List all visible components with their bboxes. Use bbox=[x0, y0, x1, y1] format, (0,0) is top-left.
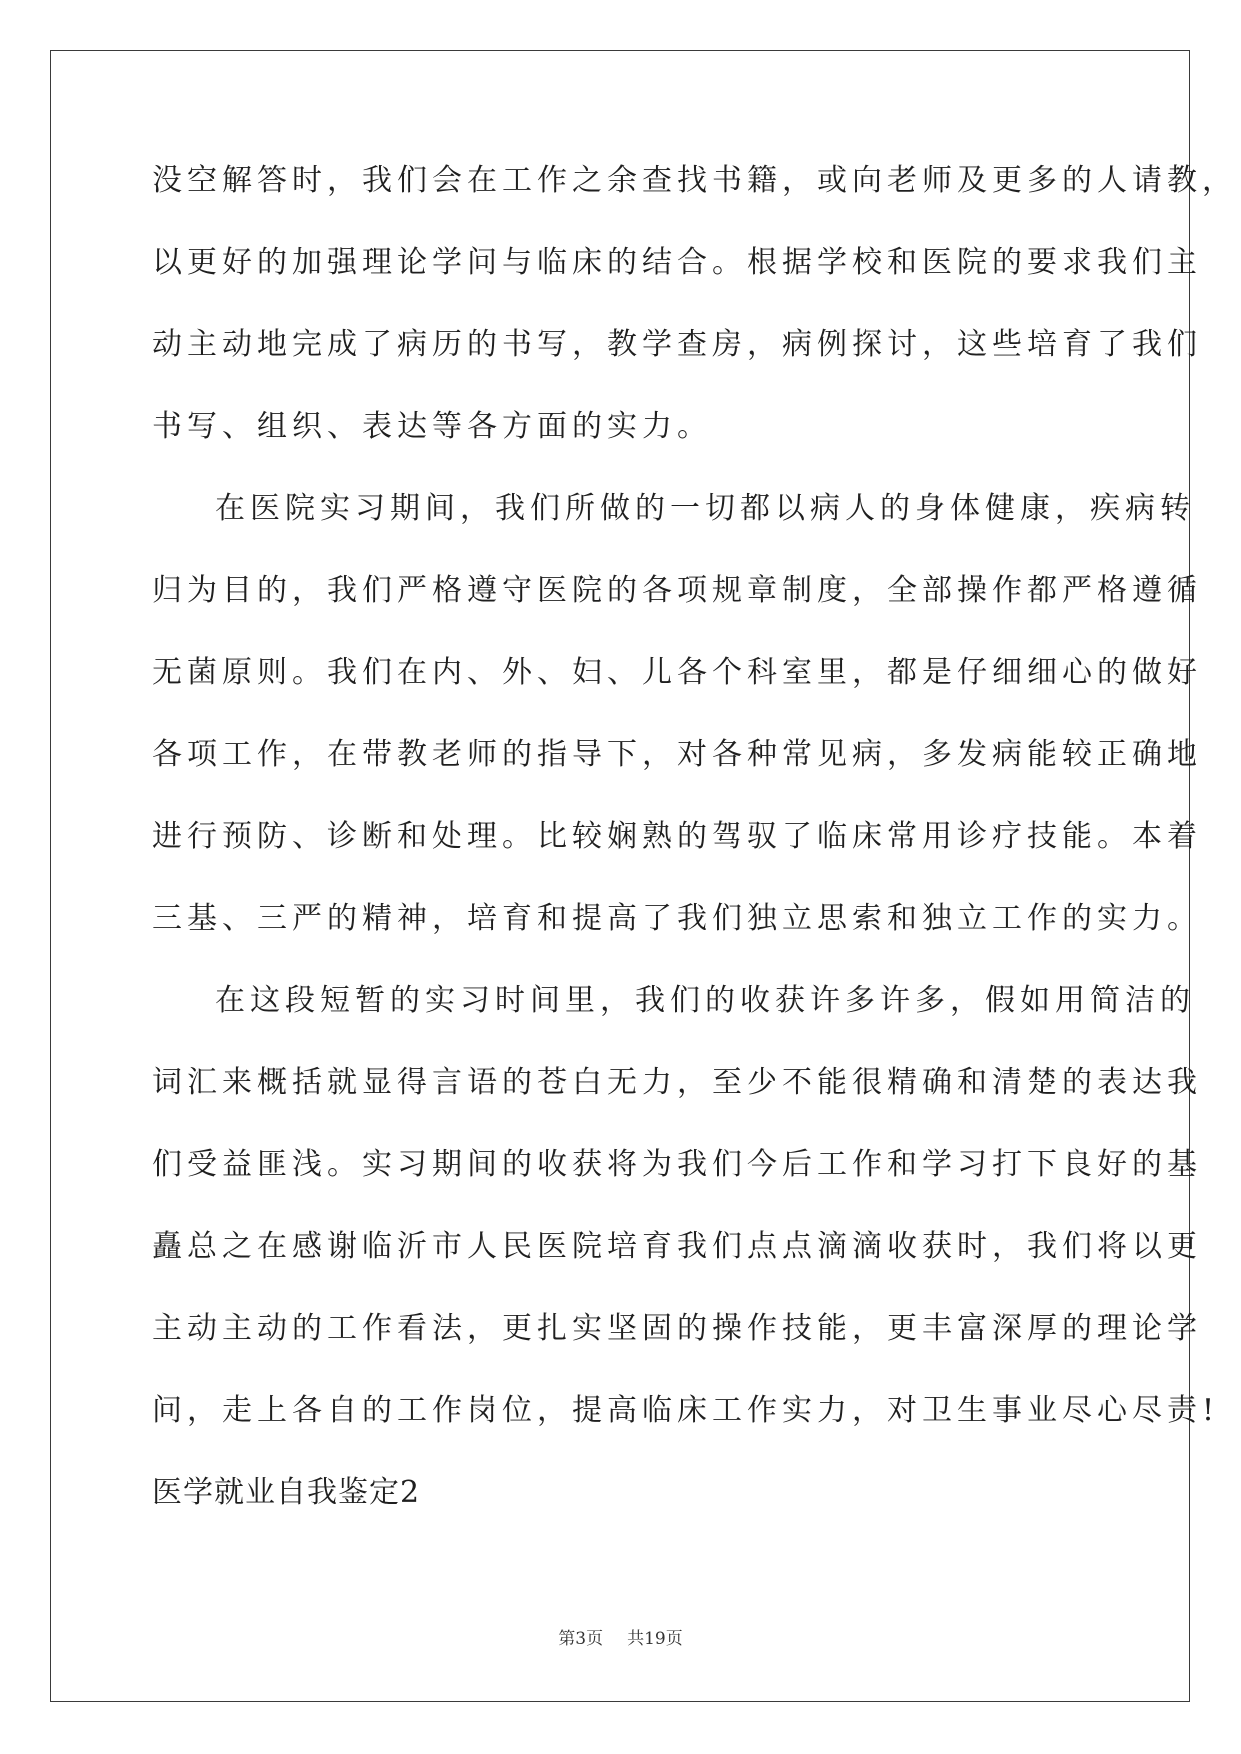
paragraph-start-line: 在医院实习期间，我们所做的一切都以病人的身体健康，疾病转 bbox=[215, 491, 1195, 526]
section-heading: 医学就业自我鉴定2 bbox=[152, 1475, 421, 1510]
text-line-4: 书写、组织、表达等各方面的实力。 bbox=[152, 409, 712, 444]
text-line-10: 三基、三严的精神，培育和提高了我们独立思索和独立工作的实力。 bbox=[152, 901, 1202, 936]
text-line-8: 各项工作，在带教老师的指导下，对各种常见病，多发病能较正确地 bbox=[152, 737, 1202, 772]
page-total: 共19页 bbox=[627, 1629, 683, 1649]
text-line-9: 进行预防、诊断和处理。比较娴熟的驾驭了临床常用诊疗技能。本着 bbox=[152, 819, 1202, 854]
text-line-13: 们受益匪浅。实习期间的收获将为我们今后工作和学习打下良好的基 bbox=[152, 1147, 1202, 1182]
text-line-7: 无菌原则。我们在内、外、妇、儿各个科室里，都是仔细细心的做好 bbox=[152, 655, 1202, 690]
paragraph-start-line: 在这段短暂的实习时间里，我们的收获许多许多，假如用简洁的 bbox=[215, 983, 1195, 1018]
text-line-1: 没空解答时，我们会在工作之余查找书籍，或向老师及更多的人请教， bbox=[152, 163, 1237, 198]
page-footer bbox=[0, 1624, 1241, 1649]
document-body bbox=[152, 155, 1237, 1549]
text-line-16: 问，走上各自的工作岗位，提高临床工作实力，对卫生事业尽心尽责! bbox=[152, 1393, 1220, 1428]
text-line-2: 以更好的加强理论学问与临床的结合。根据学校和医院的要求我们主 bbox=[152, 245, 1202, 280]
text-line-6: 归为目的，我们严格遵守医院的各项规章制度，全部操作都严格遵循 bbox=[152, 573, 1202, 608]
page-number: 第3页 bbox=[558, 1629, 604, 1649]
text-line-12: 词汇来概括就显得言语的苍白无力，至少不能很精确和清楚的表达我 bbox=[152, 1065, 1202, 1100]
text-line-14: 矗总之在感谢临沂市人民医院培育我们点点滴滴收获时，我们将以更 bbox=[152, 1229, 1202, 1264]
text-line-15: 主动主动的工作看法，更扎实坚固的操作技能，更丰富深厚的理论学 bbox=[152, 1311, 1202, 1346]
text-line-3: 动主动地完成了病历的书写，教学查房，病例探讨，这些培育了我们 bbox=[152, 327, 1202, 362]
